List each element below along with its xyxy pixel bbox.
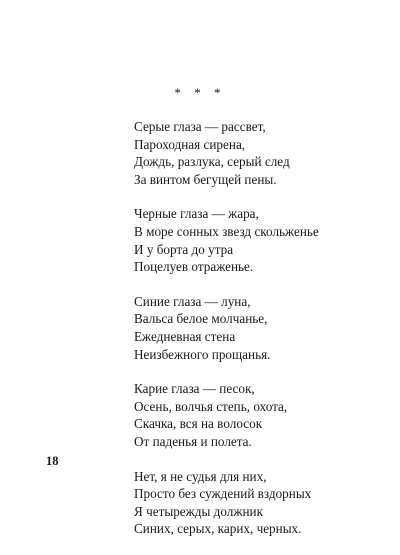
poem-line: И у борта до утра [134,241,234,257]
poem-line: Серые глаза — рассвет, [134,119,266,134]
stanza-3 [134,293,384,363]
poem-line: В море сонных звезд скольженье [134,223,319,239]
poem-line: Черные глаза — жара, [134,206,259,222]
poem-line: Я четырежды должник [134,503,263,519]
poem-line: Пароходная сирена, [134,136,246,152]
poem-line: Поцелуев отраженье. [134,259,254,275]
page-number: 18 [46,454,59,468]
stanza-5 [134,468,384,538]
poem-line: Скачка, вся на волосок [134,416,263,432]
poem-line: Дождь, разлука, серый след [134,154,290,170]
poem-line: Неизбежного прощанья. [134,346,271,362]
poem-line: Синих, серых, карих, черных. [134,521,302,537]
section-divider-asterism: * * * [174,85,226,100]
poem-line: Вальса белое молчанье, [134,311,268,327]
poem-line: От паденья и полета. [134,433,252,449]
poem-line: Карие глаза — песок, [134,381,255,397]
poem-line: Просто без суждений вздорных [134,486,312,502]
stanza-2 [134,205,384,275]
stanza-4 [134,380,384,450]
poem-line: Синие глаза — луна, [134,293,251,309]
poem-line: Осень, волчья степь, охота, [134,398,288,414]
poem-line: За винтом бегущей пены. [134,171,277,187]
poem-line: Нет, я не судья для них, [134,468,267,484]
poem-line: Ежедневная стена [134,328,236,344]
stanza-1 [134,118,384,188]
poem [134,118,384,555]
